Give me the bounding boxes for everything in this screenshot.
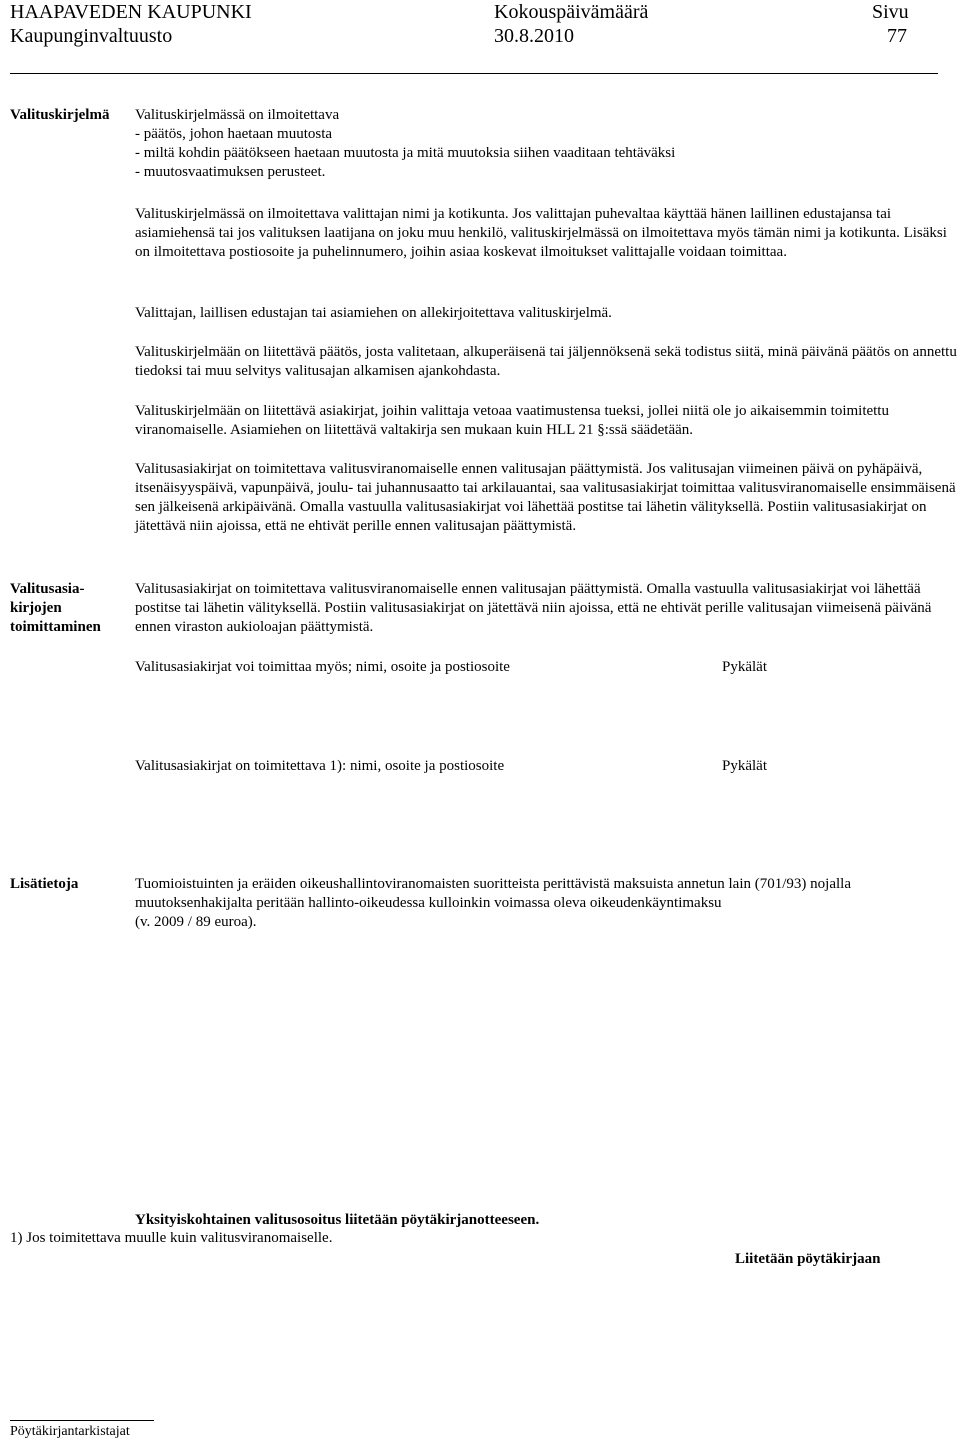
- footnote: 1) Jos toimitettava muulle kuin valitusviranomaiselle.: [10, 1230, 333, 1246]
- meeting-date: 30.8.2010: [494, 25, 574, 47]
- list-item: - miltä kohdin päätökseen haetaan muutosta ja mitä muutoksia siihen vaaditaan tehtäväksi: [135, 145, 676, 161]
- section-label-lisatietoja: Lisätietoja: [10, 876, 79, 892]
- section-label-toimittaminen: Valitusasia- kirjojen toimittaminen: [10, 581, 101, 635]
- date-label: Kokouspäivämäärä: [494, 1, 649, 23]
- delivery-required-text: Valitusasiakirjat on toimitettava 1): nimi, osoite ja postiosoite: [135, 758, 505, 774]
- attach-label: Liitetään pöytäkirjaan: [735, 1251, 881, 1267]
- delivery-required-sections: Pykälät: [722, 758, 767, 774]
- body-name: Kaupunginvaltuusto: [10, 25, 173, 47]
- paragraph-liitteet-paatos: Valituskirjelmään on liitettävä päätös, josta valitetaan, alkuperäisenä tai jäljennöksenä sekä todistus siitä, minä päivänä päätös on annettu tiedoksi tai muu selvitys valitusajan alkamisen ajankohdasta.: [135, 344, 957, 379]
- paragraph-toimittaminen: Valitusasiakirjat on toimitettava valitusviranomaiselle ennen valitusajan päättymistä. Omalla vastuulla valitusasiakirjat voi lähettää postitse tai lähetin välityksellä. Postiin valitusasiakirjat on jätettävä niin ajoissa, että ne ehtivät perille valitusajan viimeisenä päivänä ennen viraston aukioloajan päättymistä.: [135, 581, 932, 635]
- delivery-option-sections: Pykälät: [722, 659, 767, 675]
- paragraph-lisatietoja: Tuomioistuinten ja eräiden oikeushallintoviranomaisten suoritteista perittävistä maksuista annetun lain (701/93) nojalla muutoksenhakijalta peritään hallinto-oikeudessa kulloinkin voimassa oleva oikeudenkäyntimaksu (v. 2009 / 89 euroa).: [135, 876, 851, 930]
- header-rule: [10, 73, 938, 74]
- signature-label: Pöytäkirjantarkistajat: [10, 1424, 130, 1439]
- signature-line: [10, 1420, 154, 1421]
- list-item: - muutosvaatimuksen perusteet.: [135, 164, 326, 180]
- delivery-option-text: Valitusasiakirjat voi toimittaa myös; nimi, osoite ja postiosoite: [135, 659, 510, 675]
- list-intro: Valituskirjelmässä on ilmoitettava: [135, 107, 340, 123]
- page-number: 77: [887, 25, 907, 47]
- org-name: HAAPAVEDEN KAUPUNKI: [10, 1, 252, 23]
- paragraph-liitteet-asiakirjat: Valituskirjelmään on liitettävä asiakirjat, joihin valittaja vetoaa vaatimustensa tueksi, jollei niitä ole jo aikaisemmin toimitettu viranomaiselle. Asiamiehen on liitettävä valtakirja sen mukaan kuin HLL 21 §:ssä säädetään.: [135, 403, 889, 438]
- paragraph-allekirjoitus: Valittajan, laillisen edustajan tai asiamiehen on allekirjoitettava valituskirjelmä.: [135, 305, 612, 321]
- section-label-valituskirjelma: Valituskirjelmä: [10, 107, 110, 123]
- paragraph-toimitus-aika: Valitusasiakirjat on toimitettava valitusviranomaiselle ennen valitusajan päättymistä. Jos valitusajan viimeinen päivä on pyhäpäivä, itsenäisyyspäivä, vapunpäivä, joulu- tai juhannusaatto tai arkilauantai, saa valitusasiakirjat toimittaa valitusviranomaiselle ensimmäisenä sen jälkeisenä arkipäivänä. Omalla vastuulla valitusasiakirjat voi lähettää postitse tai lähetin välityksellä. Postiin valitusasiakirjat on jätettävä niin ajoissa, että ne ehtivät perille ennen valitusajan päättymistä.: [135, 461, 956, 534]
- page-label: Sivu: [872, 1, 909, 23]
- attachment-note: Yksityiskohtainen valitusosoitus liitetään pöytäkirjanotteeseen.: [135, 1212, 540, 1228]
- paragraph-nimi-kotikunta: Valituskirjelmässä on ilmoitettava valittajan nimi ja kotikunta. Jos valittajan puhevaltaa käyttää hänen laillinen edustajansa tai asiamiehensä tai jos valituksen laatijana on joku muu henkilö, valituskirjelmässä on ilmoitettava myös tämän nimi ja kotikunta. Lisäksi on ilmoitettava postiosoite ja puhelinnumero, joihin asiaa koskevat ilmoitukset valittajalle voidaan toimittaa.: [135, 206, 947, 260]
- valituskirjelma-list: [135, 106, 957, 182]
- list-item: - päätös, johon haetaan muutosta: [135, 126, 333, 142]
